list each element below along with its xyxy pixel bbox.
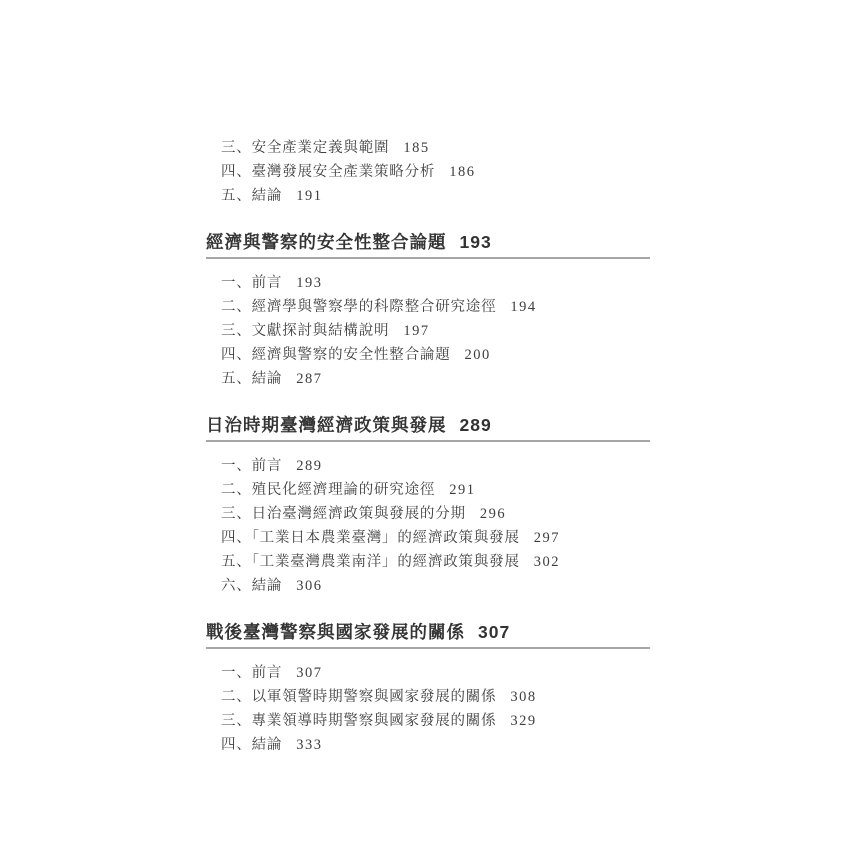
toc-item [221, 550, 650, 574]
toc-item-page: 296 [479, 506, 507, 522]
section-title-text: 戰後臺灣警察與國家發展的關係 [206, 622, 465, 642]
toc-item-page: 307 [296, 665, 323, 681]
toc-item-label: 一、前言 [221, 665, 283, 681]
toc-item [221, 502, 650, 526]
toc-item-page: 289 [296, 458, 323, 474]
toc-item [221, 271, 650, 295]
toc-item-label: 四、臺灣發展安全產業策略分析 [221, 164, 436, 180]
toc-item-label: 三、安全產業定義與範圍 [221, 140, 390, 156]
toc-section-continued [206, 136, 650, 208]
toc-item-page: 333 [296, 737, 323, 753]
toc-item-label: 四、結論 [221, 737, 283, 753]
toc-item-page: 185 [403, 140, 430, 156]
toc-item [221, 454, 650, 478]
toc-item-label: 一、前言 [221, 458, 283, 474]
toc-section-japanese-era [206, 415, 650, 598]
toc-item [221, 685, 650, 709]
toc-item-page: 329 [510, 713, 537, 729]
toc-section-economy-police [206, 232, 650, 391]
toc-item-page: 191 [296, 188, 323, 204]
toc-item-list [206, 271, 650, 391]
toc-content [206, 136, 650, 757]
toc-item [221, 526, 650, 550]
toc-item-list [206, 136, 650, 208]
toc-item [221, 319, 650, 343]
section-title-page: 289 [459, 415, 492, 435]
section-title-text: 日治時期臺灣經濟政策與發展 [206, 415, 447, 435]
toc-item-page: 193 [296, 275, 323, 291]
section-title [206, 232, 650, 259]
toc-item [221, 709, 650, 733]
toc-item-label: 三、專業領導時期警察與國家發展的關係 [221, 713, 497, 729]
toc-item-label: 一、前言 [221, 275, 283, 291]
toc-item-label: 四、經濟與警察的安全性整合論題 [221, 347, 451, 363]
toc-item [221, 136, 650, 160]
toc-item-page: 186 [449, 164, 476, 180]
toc-section-postwar-police [206, 622, 650, 757]
section-title [206, 622, 650, 649]
toc-item [221, 295, 650, 319]
toc-item-label: 二、以軍領警時期警察與國家發展的關係 [221, 689, 497, 705]
toc-item-label: 三、日治臺灣經濟政策與發展的分期 [221, 506, 466, 522]
toc-item-page: 306 [296, 578, 323, 594]
toc-item-page: 297 [533, 530, 560, 546]
toc-item-label: 五、結論 [221, 371, 283, 387]
toc-item-label: 五、「工業臺灣農業南洋」的經濟政策與發展 [221, 554, 520, 570]
section-title-text: 經濟與警察的安全性整合論題 [206, 232, 447, 252]
toc-item [221, 367, 650, 391]
toc-item-page: 291 [449, 482, 476, 498]
toc-item [221, 343, 650, 367]
toc-item [221, 184, 650, 208]
toc-item-label: 三、文獻探討與結構說明 [221, 323, 390, 339]
section-title [206, 415, 650, 442]
toc-item-label: 二、經濟學與警察學的科際整合研究途徑 [221, 299, 497, 315]
toc-item-page: 197 [403, 323, 430, 339]
toc-item [221, 160, 650, 184]
toc-item-page: 308 [510, 689, 537, 705]
toc-item-page: 200 [464, 347, 491, 363]
toc-item [221, 661, 650, 685]
toc-item-list [206, 454, 650, 598]
toc-item-page: 302 [533, 554, 560, 570]
toc-item-page: 287 [296, 371, 323, 387]
toc-item-label: 六、結論 [221, 578, 283, 594]
toc-item [221, 478, 650, 502]
toc-item-label: 二、殖民化經濟理論的研究途徑 [221, 482, 436, 498]
toc-item [221, 733, 650, 757]
toc-item-list [206, 661, 650, 757]
toc-item-label: 四、「工業日本農業臺灣」的經濟政策與發展 [221, 530, 520, 546]
toc-item-page: 194 [510, 299, 537, 315]
toc-item [221, 574, 650, 598]
section-title-page: 307 [478, 622, 511, 642]
toc-item-label: 五、結論 [221, 188, 283, 204]
section-title-page: 193 [459, 232, 492, 252]
